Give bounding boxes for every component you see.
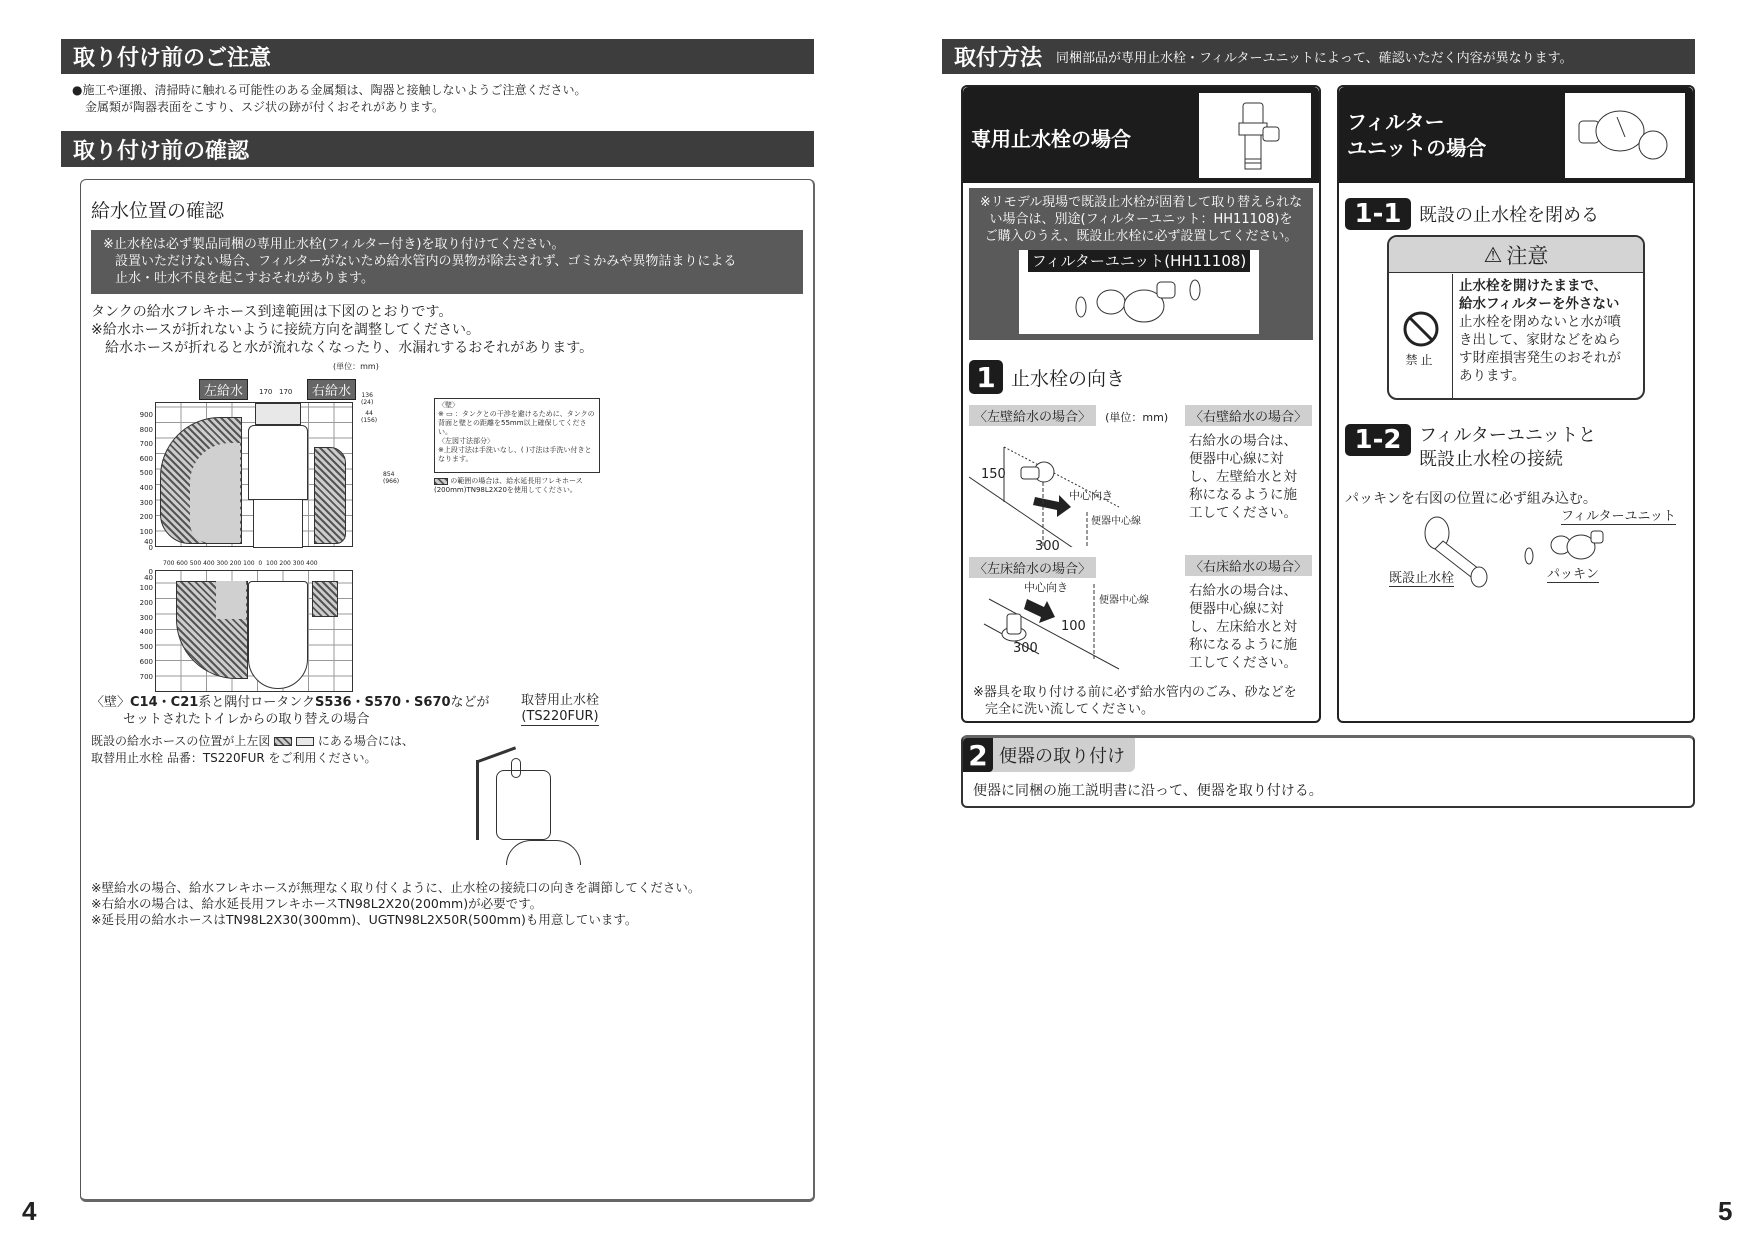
- water-position-subtitle: 給水位置の確認: [91, 200, 225, 222]
- text-line: 称になるように施: [1189, 637, 1297, 653]
- wall-note-heading: 〈壁〉: [438, 401, 459, 409]
- tick: 300: [139, 613, 153, 622]
- notice-line-1: ※止水栓は必ず製品同梱の専用止水栓(フィルター付き)を取り付けてください。: [103, 237, 565, 252]
- replacement-heading-line2: セットされたトイレからの取り替えの場合: [123, 712, 370, 727]
- tick: 800: [139, 425, 153, 434]
- right-floor-text: [1185, 582, 1315, 672]
- caution-line-1: ●施工や運搬、清掃時に触れる可能性のある金属類は、陶器と接触しないようご注意ください。: [72, 83, 587, 97]
- caution-body: す財産損害発生のおそれが: [1459, 350, 1621, 366]
- step1-2-title: [1419, 424, 1596, 472]
- caution-title-text: 取り付け前のご注意: [73, 46, 272, 71]
- dim: 136: [361, 392, 373, 399]
- right-wall-section: [1185, 405, 1315, 522]
- step2-panel: [961, 735, 1695, 808]
- tick: 0: [148, 568, 153, 576]
- x-axis-ticks: 700 600 500 400 300 200 100 0 100 200 300 400: [163, 560, 318, 567]
- footnote-2: ※右給水の場合は、給水延長用フレキホースTN98L2X20(200mm)が必要です。: [91, 896, 543, 911]
- step1-1-badge: 1-1: [1345, 198, 1411, 230]
- intro-line-1: タンクの給水フレキホース到達範囲は下図のとおりです。: [91, 304, 453, 320]
- model-c14-c21: C14・C21: [130, 695, 199, 710]
- notice-line-3: 止水・吐水不良を起こすおそれがあります。: [115, 271, 374, 286]
- tick: 500: [139, 643, 153, 652]
- filter-unit-callout: フィルターユニット: [1561, 505, 1676, 525]
- check-title-text: 取り付け前の確認: [73, 138, 250, 164]
- heading-suffix: などが: [450, 695, 490, 710]
- title-line-2: 既設止水栓の接続: [1419, 449, 1563, 470]
- remodel-note: [969, 188, 1313, 340]
- filter-unit-icon: [1565, 93, 1685, 178]
- tick: 700: [139, 440, 153, 449]
- tick: 700: [139, 672, 153, 681]
- toilet-bowl-front: [253, 500, 303, 548]
- body-line1-a: 既設の給水ホースの位置が上左図: [91, 734, 271, 748]
- replacement-heading: [91, 694, 491, 728]
- toilet-plan: [248, 581, 308, 689]
- filter-unit-panel: [1337, 85, 1695, 723]
- toilet-tank-front: [248, 425, 308, 500]
- right-floor-tag: 〈右床給水の場合〉: [1185, 555, 1312, 576]
- toilet-center-line-label: 便器中心線: [1091, 516, 1141, 527]
- replacement-valve-callout: [521, 693, 599, 726]
- dedicated-valve-header: [963, 87, 1319, 183]
- hatch-note: [434, 477, 644, 495]
- step1-title: 止水栓の向き: [1011, 367, 1126, 390]
- wall-note-line2: ※上段寸法は手洗いなし、( )寸法は手洗い付きとなります。: [438, 446, 592, 463]
- title-line-1: フィルターユニットと: [1419, 425, 1597, 446]
- dim-170-right: 170: [279, 388, 293, 396]
- step1-1-title: 既設の止水栓を閉める: [1419, 205, 1599, 226]
- dim: (156): [361, 417, 378, 424]
- caution-text: [1459, 277, 1645, 385]
- tick: 900: [139, 411, 153, 419]
- text-line: し、左壁給水と対: [1189, 469, 1297, 485]
- method-subtitle: 同梱部品が専用止水栓・フィルターユニットによって、確認いただく内容が異なります。: [1056, 51, 1573, 66]
- page-number-left: 4: [22, 1196, 37, 1226]
- step1-2-heading: [1345, 424, 1596, 472]
- footnotes: [91, 880, 803, 928]
- hatch-swatch-icon: [274, 737, 292, 746]
- hatch-note-text: の範囲の場合は、給水延長用フレキホース(200mm)TN98L2X20を使用してください。: [434, 477, 583, 494]
- tick: 200: [139, 513, 153, 522]
- plan-left-reach: [216, 581, 246, 619]
- tick: 600: [139, 454, 153, 463]
- tick: 600: [139, 657, 153, 666]
- text-line: 工してください。: [1189, 655, 1297, 671]
- body-line1-b: にある場合には、: [317, 734, 414, 748]
- right-hatch-area: [314, 447, 346, 544]
- dim-right-top: [361, 392, 373, 406]
- intro-line-2: ※給水ホースが折れないように接続方向を調整してください。: [91, 322, 481, 338]
- dedicated-valve-title: 専用止水栓の場合: [971, 127, 1131, 151]
- tick: 0: [148, 544, 153, 553]
- intro-line-3: 給水ホースが折れると水が流れなくなったり、水漏れするおそれがあります。: [105, 340, 594, 356]
- left-floor-section: [969, 557, 1096, 578]
- dim-100: 100: [1061, 619, 1086, 634]
- footnote-line-1: ※器具を取り付ける前に必ず給水管内のごみ、砂などを: [973, 685, 1297, 700]
- step2-badge: 2: [963, 738, 993, 772]
- remodel-line-1: ※リモデル現場で既設止水栓が固着して取り替えられな: [979, 195, 1303, 210]
- tick: 500: [139, 469, 153, 478]
- tick: 200: [139, 598, 153, 607]
- filter-unit-label: フィルターユニット(HH11108): [1028, 250, 1251, 272]
- toilet-tank-illustration: [466, 740, 591, 865]
- dim-170-left: 170: [259, 388, 273, 396]
- existing-valve-callout: 既設止水栓: [1389, 567, 1454, 587]
- filter-unit-icon: [1019, 272, 1259, 332]
- caution-line-2: 金属類が陶器表面をこすり、スジ状の跡が付くおそれがあります。: [85, 100, 445, 114]
- footnote-1: ※壁給水の場合、給水フレキホースが無理なく取り付くように、止水栓の接続口の向きを調節してください。: [91, 880, 701, 895]
- left-wall-tag: 〈左壁給水の場合〉: [969, 405, 1096, 426]
- text-line: し、左床給水と対: [1189, 619, 1297, 635]
- step1-1-heading: [1345, 198, 1599, 230]
- text-line: 工してください。: [1189, 505, 1297, 521]
- step1-2-body: パッキンを右図の位置に必ず組み込む。: [1345, 491, 1597, 507]
- plan-right-hatch: [312, 581, 338, 617]
- method-title: 取付方法: [954, 46, 1043, 71]
- tick: 100: [139, 584, 153, 592]
- body-line2: 取替用止水栓 品番：TS220FUR をご利用ください。: [91, 751, 377, 765]
- step2-heading: [963, 738, 1135, 772]
- tick: 400: [139, 483, 153, 492]
- left-wall-section: [969, 405, 1169, 426]
- tick: 40: [144, 538, 153, 547]
- caution-section-title: [61, 39, 814, 74]
- hatch-swatch-icon: [434, 478, 448, 485]
- wall-note-line1: ※ ▭ ：タンクとの干渉を避けるために、タンクの背面と壁との距離を55mm以上確保してください。: [438, 410, 595, 436]
- left-reach-area: [190, 443, 240, 543]
- right-supply-label: 右給水: [307, 379, 356, 400]
- caution-body: 止水栓を閉めないと水が噴: [1459, 314, 1621, 330]
- heading-mid: 系と隅付ロータンク: [198, 695, 316, 710]
- dim-150: 150: [981, 467, 1006, 482]
- prohibit-icon: [1401, 309, 1441, 349]
- dedicated-valve-panel: [961, 85, 1321, 723]
- model-s536-s570-s670: S536・S570・S670: [315, 695, 451, 710]
- text-line: 便器中心線に対: [1189, 451, 1284, 467]
- tick: 300: [139, 498, 153, 507]
- right-floor-section: [1185, 555, 1315, 672]
- notice-line-2: 設置いただけない場合、フィルターがないため給水管内の異物が除去されず、ゴミかみや異物詰まりによる: [115, 254, 737, 269]
- front-y-ticks: [123, 408, 153, 551]
- check-section-title: [61, 131, 814, 167]
- center-direction-label: 中心向き: [1069, 489, 1113, 502]
- caution-bold-2: 給水フィルターを外さない: [1459, 296, 1620, 312]
- prohibit-label: 禁止: [1405, 352, 1436, 367]
- left-supply-label: 左給水: [199, 379, 248, 400]
- caution-body: あります。: [1459, 368, 1526, 384]
- filter-unit-title: [1347, 109, 1486, 161]
- dim: 854: [383, 471, 395, 478]
- dim-right-mid: [361, 410, 377, 424]
- front-view-grid: [155, 402, 353, 547]
- left-wall-valve-diagram: [969, 427, 1159, 547]
- filter-unit-image-box: [1019, 250, 1259, 334]
- text-line: 便器中心線に対: [1189, 601, 1284, 617]
- dim: (966): [383, 478, 400, 485]
- step1-footnote: [973, 684, 1317, 718]
- step1-heading: [969, 360, 1125, 394]
- caution-box: [1387, 235, 1645, 400]
- caution-header-text: 注意: [1506, 243, 1549, 268]
- text-line: 右給水の場合は、: [1189, 433, 1297, 449]
- prohibit-cell: [1389, 274, 1453, 400]
- stop-valve-icon: [1199, 93, 1311, 178]
- right-wall-tag: 〈右壁給水の場合〉: [1185, 405, 1312, 426]
- caution-header: [1389, 237, 1643, 273]
- unit-label: (単位：mm): [333, 362, 379, 371]
- title-line-1: フィルター: [1347, 110, 1445, 134]
- method-header: [942, 39, 1695, 74]
- wall-note-box: [434, 398, 600, 473]
- text-line: 右給水の場合は、: [1189, 583, 1297, 599]
- footnote-3: ※延長用の給水ホースはTN98L2X30(300mm)、UGTN98L2X50R(500mm)も用意しています。: [91, 912, 638, 927]
- filter-notice: [91, 230, 803, 294]
- filter-unit-header: [1339, 87, 1693, 183]
- remodel-line-3: ご購入のうえ、既設止水栓に必ず設置してください。: [984, 229, 1298, 244]
- caution-body: き出して、家財などをぬら: [1459, 332, 1621, 348]
- center-direction-label: 中心向き: [1024, 581, 1068, 594]
- callout-line1: 取替用止水栓: [521, 693, 600, 708]
- tick: 40: [144, 574, 153, 582]
- right-wall-text: [1185, 432, 1315, 522]
- check-panel: [80, 179, 815, 1202]
- dim: (24): [361, 399, 374, 406]
- connection-diagram: [1379, 511, 1679, 601]
- tank-top-dotted: [255, 403, 301, 425]
- unit-label: (単位：mm): [1105, 411, 1169, 424]
- replacement-body: [91, 733, 431, 767]
- plan-y-ticks: [123, 569, 153, 685]
- dim: 44: [365, 410, 373, 417]
- toilet-center-line-label: 便器中心線: [1099, 595, 1149, 606]
- page-number-right: 5: [1718, 1196, 1733, 1226]
- caution-text: [72, 82, 812, 116]
- tick: 100: [139, 527, 153, 536]
- filter-unit-header-image: [1565, 93, 1685, 178]
- dotted-swatch-icon: [296, 737, 314, 746]
- title-line-2: ユニットの場合: [1347, 136, 1487, 160]
- left-floor-tag: 〈左床給水の場合〉: [969, 557, 1096, 578]
- step2-body: 便器に同梱の施工説明書に沿って、便器を取り付ける。: [973, 783, 1323, 799]
- step1-badge: 1: [969, 360, 1003, 394]
- wall-note-heading2: 〈左図寸法部分〉: [438, 437, 494, 445]
- dim-300: 300: [1013, 641, 1038, 656]
- dim-height: [383, 471, 399, 485]
- dim-300: 300: [1035, 539, 1060, 554]
- left-wall-diagram: [969, 427, 1159, 554]
- footnote-line-2: 完全に洗い流してください。: [985, 702, 1155, 717]
- step1-2-badge: 1-2: [1345, 424, 1411, 456]
- wall-tag: 〈壁〉: [91, 695, 131, 710]
- left-floor-diagram: [969, 579, 1169, 679]
- dedicated-valve-image: [1199, 93, 1311, 178]
- text-line: 称になるように施: [1189, 487, 1297, 503]
- plan-view-grid: [155, 570, 353, 692]
- warning-triangle-icon: ⚠: [1483, 242, 1503, 267]
- step2-title: 便器の取り付け: [999, 746, 1125, 767]
- tick: 400: [139, 628, 153, 637]
- hose-reach-intro: [91, 303, 803, 357]
- remodel-line-2: い場合は、別途(フィルターユニット：HH11108)を: [989, 212, 1293, 227]
- callout-line2: (TS220FUR): [521, 709, 599, 724]
- packing-callout: パッキン: [1547, 563, 1599, 583]
- caution-bold-1: 止水栓を開けたままで、: [1459, 278, 1608, 294]
